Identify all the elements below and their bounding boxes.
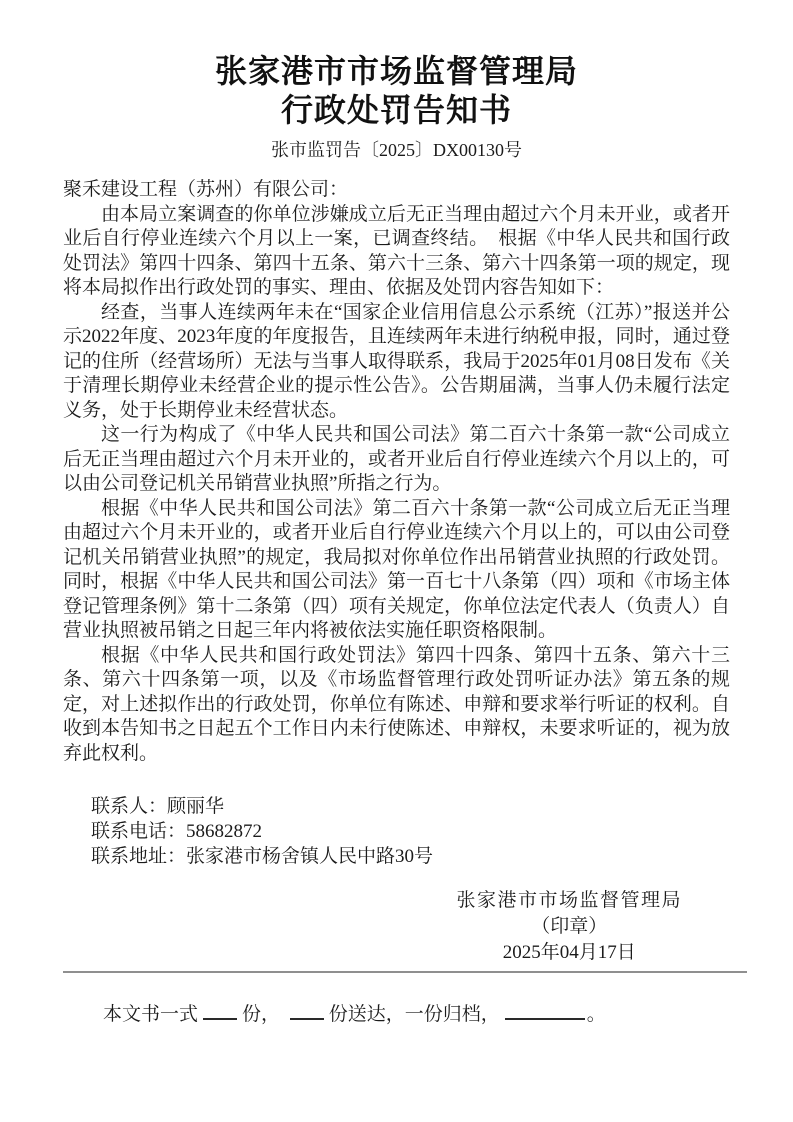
footer-note (63, 1002, 730, 1027)
fill-in-blank-other (505, 1004, 585, 1020)
body-paragraph-3: 这一行为构成了《中华人民共和国公司法》第二百六十条第一款“公司成立后无正当理由超过六个月未开业的，或者开业后自行停业连续六个月以上的，可以由公司登记机关吊销营业执照”所指之行为。 (63, 424, 730, 494)
signature-block (456, 888, 682, 966)
signature-date: 2025年04月17日 (502, 942, 636, 963)
document-body (63, 178, 730, 766)
body-paragraph-5: 根据《中华人民共和国行政处罚法》第四十四条、第四十五条、第六十三条、第六十四条第一项，以及《市场监督管理行政处罚听证办法》第五条的规定，对上述拟作出的行政处罚，你单位有陈述、申辩和要求举行听证的权利。自收到本告知书之日起五个工作日内未行使陈述、申辩权，未要求听证的，视为放弃此权利。 (63, 644, 730, 764)
body-paragraph-4: 根据《中华人民共和国公司法》第二百六十条第一款“公司成立后无正当理由超过六个月未开业的，或者开业后自行停业连续六个月以上的，可以由公司登记机关吊销营业执照”的规定，我局拟对你单位作出吊销营业执照的行政处罚。同时，根据《中华人民共和国公司法》第一百七十八条第（四）项和《市场主体登记管理条例》第十二条第（四）项有关规定，你单位法定代表人（负责人）自营业执照被吊销之日起三年内将被依法实施任职资格限制。 (63, 497, 730, 641)
footer-text-copies: 份， (242, 1004, 281, 1025)
contact-person-line: 联系人：顾丽华 (91, 796, 225, 817)
body-paragraph-1: 由本局立案调查的你单位涉嫌成立后无正当理由超过六个月未开业，或者开业后自行停业连续六个月以上一案，已调查终结。 根据《中华人民共和国行政处罚法》第四十四条、第四十五条、第六十三条、第六十四条第一项的规定，现将本局拟作出行政处罚的事实、理由、依据及处罚内容告知如下： (63, 203, 730, 298)
footer-text-prefix: 本文书一式 (103, 1004, 199, 1025)
separator-line (63, 971, 747, 973)
body-paragraph-2: 经查，当事人连续两年未在“国家企业信用信息公示系统（江苏）”报送并公示2022年度、2023年度的年度报告，且连续两年未进行纳税申报，同时，通过登记的住所（经营场所）无法与当事人取得联系，我局于2025年01月08日发布《关于清理长期停业未经营企业的提示性公告》。公告期届满，当事人仍未履行法定义务，处于长期停业未经营状态。 (63, 301, 730, 421)
fill-in-blank-copies (203, 1004, 237, 1020)
contact-block (63, 794, 730, 869)
agency-title: 张家港市市场监督管理局 (214, 53, 578, 89)
document-header (63, 52, 730, 161)
footer-text-period: 。 (586, 1004, 606, 1025)
contact-address-line: 联系地址：张家港市杨舍镇人民中路30号 (91, 846, 434, 867)
document-number: 张市监罚告〔2025〕DX00130号 (271, 140, 522, 160)
footer-text-delivery: 份送达，一份归档， (328, 1004, 500, 1025)
contact-phone-line: 联系电话：58682872 (91, 821, 263, 842)
fill-in-blank-delivery (290, 1004, 324, 1020)
signature-agency: 张家港市市场监督管理局 (456, 890, 682, 911)
signature-seal: （印章） (531, 916, 608, 937)
document-title: 行政处罚告知书 (280, 92, 512, 128)
addressee: 聚禾建设工程（苏州）有限公司： (63, 179, 349, 200)
